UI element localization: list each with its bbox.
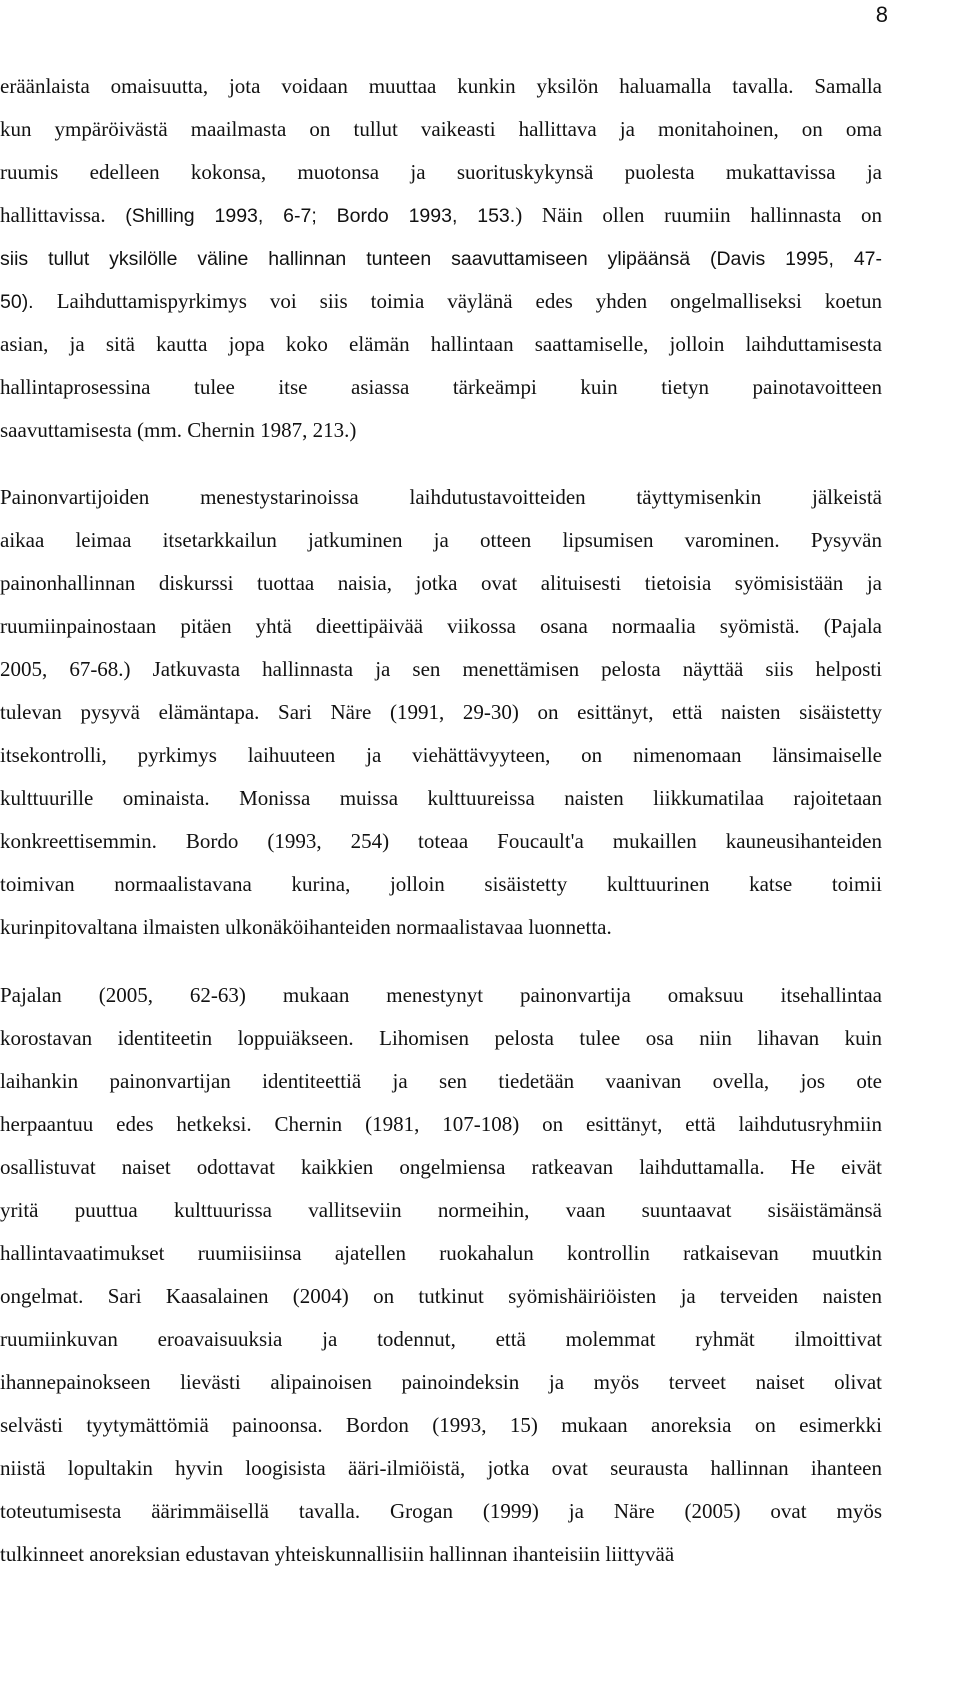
text-segment: hallintavaatimukset ruumiisiinsa ajatellen ruokahalun kontrollin ratkaisevan muutkin bbox=[0, 1241, 882, 1265]
text-line bbox=[0, 519, 882, 562]
text-segment: konkreettisemmin. Bordo (1993, 254) toteaa Foucault'a mukaillen kauneusihanteiden bbox=[0, 829, 882, 853]
text-segment: hallintaprosessina tulee itse asiassa tärkeämpi kuin tietyn painotavoitteen bbox=[0, 375, 882, 399]
text-line bbox=[0, 194, 882, 237]
text-segment: asian, ja sitä kautta jopa koko elämän hallintaan saattamiselle, jolloin laihduttamisesta bbox=[0, 332, 882, 356]
text-line bbox=[0, 476, 882, 519]
text-line bbox=[0, 863, 882, 906]
text-line bbox=[0, 1447, 882, 1490]
text-line bbox=[0, 974, 882, 1017]
text-segment: eräänlaista omaisuutta, jota voidaan muuttaa kunkin yksilön haluamalla tavalla. Samalla bbox=[0, 74, 882, 98]
text-segment: aikaa leimaa itsetarkkailun jatkuminen ja otteen lipsumisen varominen. Pysyvän bbox=[0, 528, 882, 552]
text-line bbox=[0, 605, 882, 648]
text-line bbox=[0, 280, 882, 323]
text-line bbox=[0, 1232, 882, 1275]
text-line bbox=[0, 906, 882, 949]
text-line bbox=[0, 237, 882, 280]
text-line bbox=[0, 1060, 882, 1103]
text-line bbox=[0, 648, 882, 691]
text-line bbox=[0, 366, 882, 409]
text-line bbox=[0, 409, 882, 452]
text-line bbox=[0, 1404, 882, 1447]
text-line bbox=[0, 734, 882, 777]
text-segment: yritä puuttua kulttuurissa vallitseviin normeihin, vaan suuntaavat sisäistämänsä bbox=[0, 1198, 882, 1222]
text-segment: itsekontrolli, pyrkimys laihuuteen ja viehättävyyteen, on nimenomaan länsimaiselle bbox=[0, 743, 882, 767]
paragraph-1 bbox=[0, 65, 882, 452]
text-segment: painonhallinnan diskurssi tuottaa naisia, jotka ovat alituisesti tietoisia syömisistään ja bbox=[0, 571, 882, 595]
text-segment: osallistuvat naiset odottavat kaikkien ongelmiensa ratkeavan laihduttamalla. He eivät bbox=[0, 1155, 882, 1179]
text-line bbox=[0, 1275, 882, 1318]
text-line bbox=[0, 323, 882, 366]
text-segment: kun ympäröivästä maailmasta on tullut vaikeasti hallittava ja monitahoinen, on oma bbox=[0, 117, 882, 141]
text-line bbox=[0, 1318, 882, 1361]
text-line bbox=[0, 1017, 882, 1060]
text-line bbox=[0, 1146, 882, 1189]
text-line bbox=[0, 1103, 882, 1146]
text-segment: (Shilling 1993, 6-7; Bordo 1993, 153. bbox=[125, 205, 516, 227]
text-segment: selvästi tyytymättömiä painoonsa. Bordon (1993, 15) mukaan anoreksia on esimerkki bbox=[0, 1413, 882, 1437]
text-segment: kulttuurille ominaista. Monissa muissa kulttuureissa naisten liikkumatilaa rajoitetaan bbox=[0, 786, 882, 810]
text-line bbox=[0, 691, 882, 734]
text-segment: Pajalan (2005, 62-63) mukaan menestynyt painonvartija omaksuu itsehallintaa bbox=[0, 983, 882, 1007]
text-segment: ruumis edelleen kokonsa, muotonsa ja suorituskykynsä puolesta mukattavissa ja bbox=[0, 160, 882, 184]
text-line bbox=[0, 65, 882, 108]
text-line bbox=[0, 151, 882, 194]
text-segment: siis tullut yksilölle väline hallinnan tunteen saavuttamiseen ylipäänsä (Davis 1995, 47- bbox=[0, 248, 882, 270]
text-line bbox=[0, 108, 882, 151]
text-segment: niistä lopultakin hyvin loogisista ääri-ilmiöistä, jotka ovat seurausta hallinnan ihanteen bbox=[0, 1456, 882, 1480]
text-segment: hallittavissa. bbox=[0, 203, 126, 227]
text-line bbox=[0, 1189, 882, 1232]
paragraph-3 bbox=[0, 974, 882, 1576]
text-line bbox=[0, 1490, 882, 1533]
text-segment: tulkinneet anoreksian edustavan yhteiskunnallisiin hallinnan ihanteisiin liittyvää bbox=[0, 1542, 675, 1566]
text-segment: ruumiinpainostaan pitäen yhtä dieettipäivää viikossa osana normaalia syömistä. (Pajala bbox=[0, 614, 882, 638]
page-number: 8 bbox=[875, 2, 888, 27]
text-segment: saavuttamisesta (mm. Chernin 1987, 213.) bbox=[0, 418, 357, 442]
text-segment: ongelmat. Sari Kaasalainen (2004) on tutkinut syömishäiriöisten ja terveiden naisten bbox=[0, 1284, 882, 1308]
text-segment: toteutumisesta äärimmäisellä tavalla. Grogan (1999) ja Näre (2005) ovat myös bbox=[0, 1499, 882, 1523]
text-segment: tulevan pysyvä elämäntapa. Sari Näre (1991, 29-30) on esittänyt, että naisten sisäistetty bbox=[0, 700, 882, 724]
text-line bbox=[0, 820, 882, 863]
text-segment: toimivan normaalistavana kurina, jolloin sisäistetty kulttuurinen katse toimii bbox=[0, 872, 882, 896]
text-line bbox=[0, 777, 882, 820]
text-line bbox=[0, 1533, 882, 1576]
text-segment: laihankin painonvartijan identiteettiä ja sen tiedetään vaanivan ovella, jos ote bbox=[0, 1069, 882, 1093]
text-segment: Laihduttamispyrkimys voi siis toimia väylänä edes yhden ongelmalliseksi koetun bbox=[56, 289, 882, 313]
text-line bbox=[0, 562, 882, 605]
text-segment: Painonvartijoiden menestystarinoissa laihdutustavoitteiden täyttymisenkin jälkeistä bbox=[0, 485, 882, 509]
text-line bbox=[0, 1361, 882, 1404]
text-segment: korostavan identiteetin loppuiäkseen. Lihomisen pelosta tulee osa niin lihavan kuin bbox=[0, 1026, 882, 1050]
text-segment: ihannepainokseen lievästi alipainoisen painoindeksin ja myös terveet naiset olivat bbox=[0, 1370, 882, 1394]
text-segment: 2005, 67-68.) Jatkuvasta hallinnasta ja sen menettämisen pelosta näyttää siis helposti bbox=[0, 657, 882, 681]
text-segment: 50). bbox=[0, 291, 57, 313]
text-segment: herpaantuu edes hetkeksi. Chernin (1981, 107-108) on esittänyt, että laihdutusryhmiin bbox=[0, 1112, 882, 1136]
text-segment: ) Näin ollen ruumiin hallinnasta on bbox=[515, 203, 882, 227]
text-segment: ruumiinkuvan eroavaisuuksia ja todennut, että molemmat ryhmät ilmoittivat bbox=[0, 1327, 882, 1351]
text-segment: kurinpitovaltana ilmaisten ulkonäköihanteiden normaalistavaa luonnetta. bbox=[0, 915, 612, 939]
paragraph-2 bbox=[0, 476, 882, 949]
